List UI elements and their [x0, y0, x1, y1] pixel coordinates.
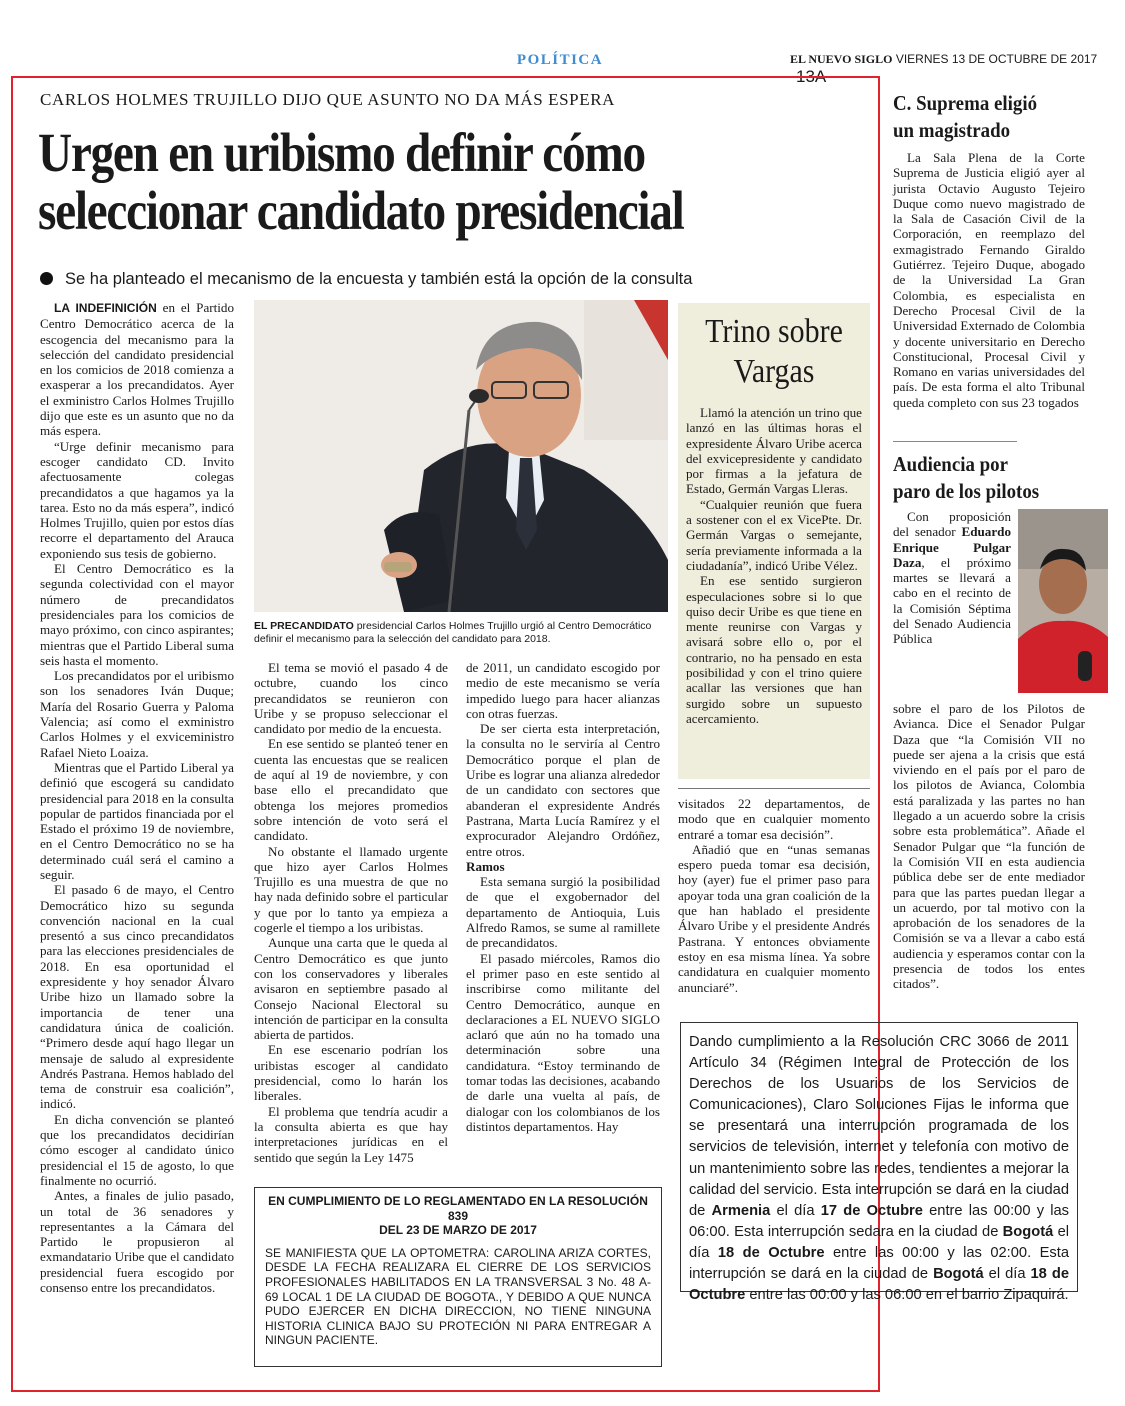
paragraph: La Sala Plena de la Corte Suprema de Justicia eligió ayer al jurista Octavio Augusto Tejeiro Duque como nuevo magistrado de la Sala de Casación Civil de la Corporación, en reemplazo del exmagistrado Fernando Giraldo Gutiérrez. Tejeiro Duque, abogado de la Universidad La Gran Colombia, es especialista en Derecho Procesal Civil de la Universidad Externado de Colombia y docente universitario en Derecho Constitucional, Procesal Civil y Romano en varias universidades del país. De esta forma el alto Tribunal queda completo con sus 23 togados — [893, 150, 1085, 410]
paper-name: EL NUEVO SIGLO — [790, 52, 893, 66]
paragraph: Aunque una carta que le queda al Centro Democrático es que junto con los conservadores y liberales avisaron en septiembre pasado al Consejo Nacional Electoral su intención de participar en la consulta abierta de partidos. — [254, 935, 448, 1043]
paragraph: No obstante el llamado urgente que hizo ayer Carlos Holmes Trujillo es una muestra de que no hay nada definido sobre el particular y que por lo tanto ya empieza a cogerle el tiempo a los uribistas. — [254, 843, 448, 936]
notice-heading-line-2: DEL 23 DE MARZO DE 2017 — [379, 1223, 537, 1238]
paragraph: Mientras que el Partido Liberal ya definió que escogerá su candidato presidencial para 2018 en la consulta popular de partidos financiada por el Estado el próximo 19 de noviembre, en el Centro Democrático no se ha determinado cuál será el camino a seguir. — [40, 759, 234, 882]
paragraph: en el Partido Centro Democrático acerca de la escogencia del mecanismo para la selección del candidato presidencial en los comicios de 2018 comienza a exasperar a los precandidatos. Ayer el exministro Carlos Holmes Trujillo dijo que este es un asunto que no da más espera. — [40, 300, 234, 439]
sidebar-text — [686, 405, 862, 726]
paragraph: El Centro Democrático es la segunda colectividad con el mayor número de precandidatos presidenciales para los comicios de mayo próximo, con cinco aspirantes; mientras que el Partido Liberal suma seis hasta el momento. — [40, 561, 234, 668]
notice-text: entre las 00:00 y las 06:00 en el barrio Zipaquirá. — [745, 1287, 1069, 1304]
paragraph: “Urge definir mecanismo para escoger candidato CD. Invito afectuosamente colegas precandidatos a que hagamos ya la tarea. Esto no da más espera”, indicó Holmes Trujillo, quien por estos días recorre el departamento del Arauca exponiendo sus tesis de gobierno. — [40, 438, 234, 561]
paragraph: El tema se movió el pasado 4 de octubre, cuando los cinco precandidatos se reunieron con Uribe y se propuso seleccionar el candidato por medio de la encuesta. — [254, 660, 448, 737]
paragraph: Añadió que en “unas semanas espero pueda tomar esa decisión, hoy (ayer) fue el primer paso para apoyar toda una gran coalición de la que han hablado el presidente Álvaro Uribe y el presidente Andrés Pastrana. Y entonces obviamente estoy en esa misma línea. Ya sobre candidatura en cualquier momento anunciaré”. — [678, 841, 870, 995]
notice-heading — [265, 1194, 651, 1238]
article-column-3 — [466, 660, 660, 1134]
caption-text: presidencial Carlos Holmes Trujillo urgió al Centro Democrático definir el mecanismo para la selección del candidato para 2018. — [254, 620, 652, 645]
notice-text: entre las 00:00 y las 02:00. Esta interrupción se dará en la ciudad de — [689, 1244, 1070, 1283]
sidebar-title-line-2: Vargas — [733, 353, 815, 390]
bullet-icon — [40, 272, 53, 285]
notice-text: entre las 00:00 y las 06:00. Esta interrupción sedara en la ciudad de — [689, 1202, 1070, 1240]
caption-label: EL PRECANDIDATO — [254, 620, 354, 632]
article-column-2 — [254, 660, 448, 1165]
story-title-line-1: C. Suprema eligió — [893, 91, 1038, 115]
photo-carlos-holmes — [254, 300, 668, 612]
paragraph: Los precandidatos por el uribismo son los senadores Iván Duque; María del Rosario Guerra y Paloma Valencia; así como el exministro Carlos Holmes y el exviceministro Rafael Nieto Loaiza. — [40, 668, 234, 760]
notice-city: Bogotá — [933, 1266, 984, 1283]
section-label: POLÍTICA — [516, 52, 604, 68]
story-pilotos-text-a — [893, 509, 1011, 647]
story-title-line-2: paro de los pilotos — [893, 479, 1040, 503]
summary-text: Se ha planteado el mecanismo de la encuesta y también está la opción de la consulta — [65, 270, 693, 288]
article-column-4 — [678, 796, 870, 995]
senator-photo-icon — [1018, 509, 1108, 693]
paragraph: Esta semana surgió la posibilidad de que el exgobernador del departamento de Antioquia, Luis Alfredo Ramos, se sume al ramillete de precandidatos. — [466, 874, 660, 951]
subhead-ramos: Ramos — [466, 858, 505, 874]
notice-heading-line-1: EN CUMPLIMIENTO DE LO REGLAMENTADO EN LA RESOLUCIÓN 839 — [268, 1194, 648, 1223]
paragraph: El pasado miércoles, Ramos dio el primer paso en este sentido al inscribirse como militante del Centro Democrático, aunque en declaraciones a EL NUEVO SIGLO aclaró que aún no ha tomado una determinación sobre una candidatura. “Estoy terminando de tomar todas las decisiones, acabando de darle una vuelta al país, de dialogar con los colombianos de los distintos departamentos. Hay — [466, 950, 660, 1134]
paragraph: Llamó la atención un trino que lanzó en las últimas horas el expresidente Álvaro Uribe acerca del exvicepresidente y candidato por firmas a la jefatura de Estado, Germán Vargas Lleras. — [686, 405, 862, 497]
notice-date: 18 de Octubre — [717, 1244, 825, 1261]
notice-text: el día — [770, 1202, 821, 1219]
divider — [678, 788, 870, 789]
paragraph: visitados 22 departamentos, de modo que en cualquier momento entraré a tomar esa decisión”. — [678, 796, 870, 842]
story-pilotos-title — [893, 451, 1039, 505]
paragraph: De ser cierta esta interpretación, la consulta no le serviría al Centro Democrático porque el plan de Uribe es lograr una alianza alrededor de un candidato con sectores que abanderan el expresidente Andrés Pastrana, Marta Lucía Ramírez y el exprocurador Alejandro Ordóñez, entre otros. — [466, 721, 660, 859]
speaker-photo-icon — [254, 300, 668, 612]
notice-date: 18 de Octubre — [689, 1266, 1069, 1304]
story-suprema-text — [893, 150, 1085, 410]
notice-text: Dando cumplimiento a la Resolución CRC 3066 de 2011 Artículo 34 (Régimen Integral de Protección de los Derechos de los Usuarios de los Servicios de Comunicaciones), Claro Soluciones Fijas le informa que se presentará una interrupción programada de los servicios de televisión, internet y telefonía con motivo de un mantenimiento sobre las redes, tendientes a mejorar la calidad del servicio. Esta interrupción se dará en la ciudad de — [689, 1034, 1069, 1219]
notice-date: 17 de Octubre — [820, 1202, 923, 1219]
story-title-line-1: Audiencia por — [893, 452, 1008, 476]
senator-name: Eduardo Enrique Pulgar Daza — [893, 524, 1011, 570]
paragraph: En ese sentido se planteó tener en cuenta las encuestas que se realicen de aquí al 19 de noviembre, y con base ello el precandidato que obtenga los mejores promedios sobre intención de voto será el candidato. — [254, 736, 448, 844]
sidebar-title-line-1: Trino sobre — [705, 313, 843, 350]
paragraph: En ese escenario podrían los uribistas escoger al candidato presidencial, como lo harán los liberales. — [254, 1042, 448, 1104]
story-lead: Con proposición del senador — [893, 509, 1011, 540]
legal-notice-optometra — [254, 1187, 662, 1367]
article-column-1 — [40, 300, 234, 1295]
paragraph: El pasado 6 de mayo, el Centro Democrático hizo su segunda convención nacional en la cual presentó a sus cinco precandidatos para las elecciones presidenciales de 2018. En esa oportunidad el expresidente y hoy senador Álvaro Uribe hizo un llamado sobre la importancia de tener una candidatura única de coalición. “Primero desde aquí hago llegar un mensaje de saludo al expresidente Andrés Pastrana. Hemos hablado del tema de construir esa coalición”, indicó. — [40, 882, 234, 1112]
paragraph: de 2011, un candidato escogido por medio de este mecanismo se vería impedido luego para hacer alianzas con otras fuerzas. — [466, 660, 660, 721]
paragraph: sobre el paro de los Pilotos de Avianca. Dice el Senador Pulgar Daza que “la Comisión VII no puede ser ajena a la crisis que está viviendo en el país por el paro de los pilotos de Avianca, Colombia está paralizada y las partes no han llegado a un acuerdo sobre la crisis sobre esta problemática”. Añade el Senador Pulgar que “la función de la Comisión VII en esta audiencia pública debe ser de ente mediador para que las partes puedan llegar a un acuerdo, por tal motivo con la aprobación de los senadores de la Comisión se va a llevar a cabo está audiencia y esperamos contar con la presencia de todos los entes citados”. — [893, 701, 1085, 992]
paragraph: Antes, a finales de julio pasado, un total de 36 senadores y representantes a la Cámara del Partido le propusieron al exmandatario Uribe que el candidato presidencial fuera escogido por consenso entre los precandidatos. — [40, 1188, 234, 1295]
issue-date: VIERNES 13 DE OCTUBRE DE 2017 — [895, 52, 1098, 66]
paragraph: En dicha convención se planteó que los precandidatos decidirían cómo escoger al candidato único presidencial el 15 de agosto, lo que finalmente no ocurrió. — [40, 1111, 234, 1188]
notice-body: SE MANIFIESTA QUE LA OPTOMETRA: CAROLINA ARIZA CORTES, DESDE LA FECHA REALIZARA EL CIERRE DE LOS SERVICIOS PROFESIONALES HABILITADOS EN LA TRANSVERSAL 3 No. 48 A-69 LOCAL 1 DE LA CIUDAD DE BOGOTA., Y DEBIDO A QUE NUNCA PUDO EJERCER EN DICHA DIRECCION, NO TIENE NINGUNA HISTORIA CLINICA BAJO SU PROTECIÓN NI PARA ENTREGAR A NINGUN PACIENTE. — [265, 1245, 651, 1348]
story-suprema-title — [893, 90, 1037, 144]
sidebar-title — [690, 312, 859, 392]
headline-line-2: seleccionar candidato presidencial — [38, 180, 684, 241]
story-title-line-2: un magistrado — [893, 118, 1011, 142]
legal-notice-claro — [680, 1022, 1078, 1304]
story-pilotos-text-b — [893, 701, 1085, 992]
divider — [893, 441, 1017, 442]
notice-text: el día — [983, 1266, 1031, 1283]
article-headline — [38, 124, 743, 240]
article-kicker: CARLOS HOLMES TRUJILLO DIJO QUE ASUNTO NO DA MÁS ESPERA — [40, 90, 616, 109]
paragraph: “Cualquier reunión que fuera a sostener con el ex VicePte. Dr. Germán Vargas o semejante, sería previamente informada a la ciudadanía”, indicó Uribe Vélez. — [686, 496, 862, 573]
story-text: , el próximo martes se llevará a cabo en el recinto de la Comisión Séptima del Senado Audiencia Pública — [893, 554, 1011, 647]
notice-text: el día — [689, 1223, 1069, 1261]
page-number: 13A — [796, 67, 827, 86]
paragraph: En ese sentido surgieron especulaciones sobre si lo que quiso decir Uribe es que tiene en mente reunirse con Vargas y avisará sobre ello o, por el contrario, no ha pensado en esta posibilidad y con el trino quiere acallar las versiones que han surgido sobre un supuesto acercamiento. — [686, 573, 862, 726]
photo-caption — [254, 620, 668, 646]
headline-line-1: Urgen en uribismo definir cómo — [38, 122, 645, 183]
article-summary — [40, 270, 692, 289]
lead-word: LA INDEFINICIÓN — [54, 301, 157, 315]
photo-pulgar-daza — [1018, 509, 1108, 693]
notice-city: Armenia — [711, 1202, 771, 1219]
notice-city: Bogotá — [1002, 1223, 1054, 1240]
paragraph: El problema que tendría acudir a la consulta abierta es que hay interpretaciones jurídicas en el sentido que según la Ley 1475 — [254, 1103, 448, 1165]
